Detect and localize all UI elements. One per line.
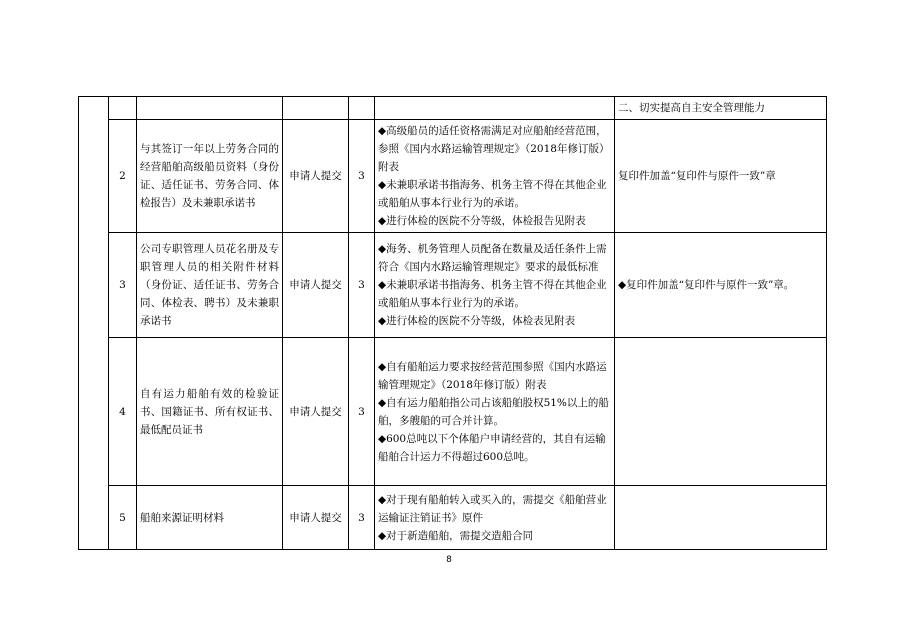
cell-method: 申请人提交 xyxy=(283,486,349,550)
table-row xyxy=(79,120,827,233)
cell-count: 3 xyxy=(349,120,375,233)
cell-note xyxy=(615,338,827,486)
requirement-item: ◆未兼职承诺书指海务、机务主管不得在其他企业或船舶从事本行业行为的承诺。 xyxy=(378,179,607,209)
cell-count: 3 xyxy=(349,338,375,486)
cell-count: 3 xyxy=(349,486,375,550)
cell-requirements xyxy=(375,486,615,550)
cell-note xyxy=(615,486,827,550)
cell-count-empty xyxy=(349,97,375,120)
cell-num: 4 xyxy=(109,338,137,486)
table-row xyxy=(79,338,827,486)
cell-requirements-empty xyxy=(375,97,615,120)
cell-num-empty xyxy=(109,97,137,120)
requirement-item: ◆600总吨以下个体船户申请经营的，其自有运输船舶合计运力不得超过600总吨。 xyxy=(378,432,606,463)
cell-requirements xyxy=(375,233,615,338)
cell-requirements xyxy=(375,338,615,486)
cell-material: 船舶来源证明材料 xyxy=(137,486,283,550)
cell-note: 复印件加盖“复印件与原件一致”章 xyxy=(615,120,827,233)
requirement-item: ◆对于现有船舶转入或买入的，需提交《船舶营业运输证注销证书》原件 xyxy=(378,493,607,524)
cell-material-empty xyxy=(137,97,283,120)
cell-material: 公司专职管理人员花名册及专职管理人员的相关附件材料（身份证、适任证书、劳务合同、体检表、聘书）及未兼职承诺书 xyxy=(137,233,283,338)
cell-method: 申请人提交 xyxy=(283,233,349,338)
table-row xyxy=(79,486,827,550)
cell-num: 2 xyxy=(109,120,137,233)
requirement-item: ◆自有运力船舶指公司占该船舶股权51%以上的船舶，多艘船的可合并计算。 xyxy=(378,396,609,427)
requirement-item: ◆未兼职承诺书指海务、机务主管不得在其他企业或船舶从事本行业行为的承诺。 xyxy=(378,279,607,309)
cell-num: 5 xyxy=(109,486,137,550)
table-row-header xyxy=(79,97,827,120)
requirement-item: ◆自有船舶运力要求按经营范围参照《国内水路运输管理规定》（2018年修订版）附表 xyxy=(378,360,607,391)
requirements-table xyxy=(78,96,827,550)
table-row xyxy=(79,233,827,338)
cell-material: 与其签订一年以上劳务合同的经营船舶高级船员资料（身份证、适任证书、劳务合同、体检报告）及未兼职承诺书 xyxy=(137,120,283,233)
requirement-item: ◆进行体检的医院不分等级，体检报告见附表 xyxy=(378,215,586,227)
cell-material: 自有运力船舶有效的检验证书、国籍证书、所有权证书、最低配员证书 xyxy=(137,338,283,486)
page-number: 8 xyxy=(446,555,452,565)
cell-note: ◆复印件加盖“复印件与原件一致”章。 xyxy=(615,233,827,338)
requirement-item: ◆高级船员的适任资格需满足对应船舶经营范围，参照《国内水路运输管理规定》（2018年修订版）附表 xyxy=(378,125,610,173)
cell-requirements xyxy=(375,120,615,233)
cell-num: 3 xyxy=(109,233,137,338)
cell-method-empty xyxy=(283,97,349,120)
requirement-item: ◆对于新造船舶，需提交造船合同 xyxy=(378,529,534,542)
cell-method: 申请人提交 xyxy=(283,338,349,486)
outer-category-cell xyxy=(79,97,109,550)
requirement-item: ◆海务、机务管理人员配备在数量及适任条件上需符合《国内水路运输管理规定》要求的最低标准 xyxy=(378,243,607,273)
cell-method: 申请人提交 xyxy=(283,120,349,233)
cell-note-heading: 二、切实提高自主安全管理能力 xyxy=(615,97,827,120)
requirement-item: ◆进行体检的医院不分等级，体检表见附表 xyxy=(378,315,576,327)
cell-count: 3 xyxy=(349,233,375,338)
